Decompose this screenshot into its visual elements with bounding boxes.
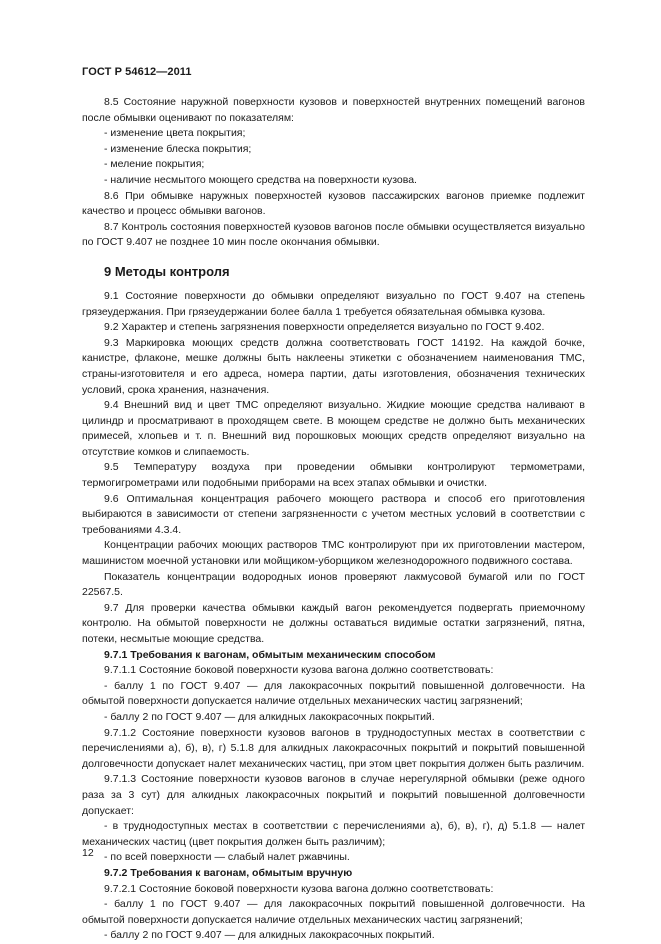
paragraph: 8.7 Контроль состояния поверхностей кузовов вагонов после обмывки осуществляется визуально по ГОСТ 9.407 не позднее 10 мин после окончания обмывки. bbox=[82, 220, 585, 249]
paragraph: Показатель концентрации водородных ионов проверяют лакмусовой бумагой или по ГОСТ 22567.5. bbox=[82, 570, 585, 599]
section-body bbox=[82, 289, 585, 944]
paragraph: 9.7.1.3 Состояние поверхности кузовов вагонов в случае нерегулярной обмывки (реже одного раза за 3 сут) для алкидных лакокрасочных покрытий и покрытий повышенной долговечности допускает: bbox=[82, 773, 585, 817]
paragraph: 9.7.1.2 Состояние поверхности кузовов вагонов в труднодоступных местах в соответствии с перечислениями а), б), в), г) 5.1.8 для алкидных лакокрасочных покрытий и покрытий повышенной долговечности допускает налет механических частиц, при этом цвет покрытия должен быть различим. bbox=[82, 726, 585, 770]
paragraph: 9.7 Для проверки качества обмывки каждый вагон рекомендуется подвергать приемочному контролю. На обмытой поверхности не должны оставаться видимые остатки загрязнений, пятна, потеки, несмытые моющие средства. bbox=[82, 601, 585, 645]
paragraph: 8.5 Состояние наружной поверхности кузовов и поверхностей внутренних помещений вагонов после обмывки оценивают по показателям: bbox=[82, 96, 585, 124]
page-number: 12 bbox=[82, 847, 94, 859]
intro-block bbox=[82, 95, 585, 251]
paragraph: 9.6 Оптимальная концентрация рабочего моющего раствора и способ его приготовления выбираются в зависимости от степени загрязненности с учетом местных условий в соответствии с требованиями 4.3.4. bbox=[82, 492, 585, 536]
list-item: - изменение цвета покрытия; bbox=[104, 127, 246, 140]
list-item: - баллу 2 по ГОСТ 9.407 — для алкидных лакокрасочных покрытий. bbox=[104, 710, 435, 723]
list-item: - в труднодоступных местах в соответствии с перечислениями а), б), в), г), д) 5.1.8 — налет механических частиц (цвет покрытия должен быть различим); bbox=[82, 820, 585, 848]
list-item: - баллу 2 по ГОСТ 9.407 — для алкидных лакокрасочных покрытий. bbox=[104, 929, 435, 942]
list-item: - изменение блеска покрытия; bbox=[104, 142, 252, 155]
paragraph: Концентрации рабочих моющих растворов ТМС контролируют при их приготовлении мастером, машинистом моечной установки или мойщиком-уборщиком железнодорожного подвижного состава. bbox=[82, 539, 585, 568]
paragraph: 8.6 При обмывке наружных поверхностей кузовов пассажирских вагонов приемке подлежит качество и процесс обмывки вагонов. bbox=[82, 189, 585, 218]
document-header: ГОСТ Р 54612—2011 bbox=[82, 66, 192, 78]
list-item: - меление покрытия; bbox=[104, 158, 205, 171]
list-item: - баллу 1 по ГОСТ 9.407 — для лакокрасочных покрытий повышенной долговечности. На обмытой поверхности допускается наличие отдельных механических частиц загрязнений; bbox=[82, 679, 585, 708]
list-item: - по всей поверхности — слабый налет ржавчины. bbox=[104, 851, 350, 864]
list-item: - наличие несмытого моющего средства на поверхности кузова. bbox=[104, 173, 417, 186]
paragraph: 9.7.2.1 Состояние боковой поверхности кузова вагона должно соответствовать: bbox=[104, 882, 494, 895]
paragraph: 9.5 Температуру воздуха при проведении обмывки контролируют термометрами, термогигрометрами или подобными приборами на всех этапах обмывки и очистки. bbox=[82, 461, 585, 490]
document-body bbox=[82, 95, 585, 944]
list-item: - баллу 1 по ГОСТ 9.407 — для лакокрасочных покрытий повышенной долговечности. На обмытой поверхности допускается наличие отдельных механических частиц загрязнений; bbox=[82, 898, 585, 926]
paragraph: 9.3 Маркировка моющих средств должна соответствовать ГОСТ 14192. На каждой бочке, канистре, флаконе, мешке должны быть наклеены этикетки с обозначением наименования ТМС, страны-изготовителя и его адреса, номера партии, даты изготовления, обозначения технических условий, срока хранения, назначения. bbox=[82, 336, 585, 396]
paragraph: 9.7.1.1 Состояние боковой поверхности кузова вагона должно соответствовать: bbox=[104, 664, 494, 677]
paragraph: 9.2 Характер и степень загрязнения поверхности определяется визуально по ГОСТ 9.402. bbox=[104, 321, 545, 334]
paragraph: 9.1 Состояние поверхности до обмывки определяют визуально по ГОСТ 9.407 на степень грязеудержания. При грязеудержании более балла 1 требуется обязательная обмывка кузова. bbox=[82, 289, 585, 318]
subsection-heading: 9.7.2 Требования к вагонам, обмытым вручную bbox=[104, 866, 353, 879]
section-title: 9 Методы контроля bbox=[104, 263, 230, 279]
paragraph: 9.4 Внешний вид и цвет ТМС определяют визуально. Жидкие моющие средства наливают в цилиндр и просматривают в проходящем свете. В моющем средстве не должно быть механических примесей, хлопьев и т. п. Внешний вид порошковых моющих средств определяют визуально на отсутствие комков и слипаемость. bbox=[82, 399, 585, 458]
subsection-heading: 9.7.1 Требования к вагонам, обмытым механическим способом bbox=[104, 648, 436, 661]
